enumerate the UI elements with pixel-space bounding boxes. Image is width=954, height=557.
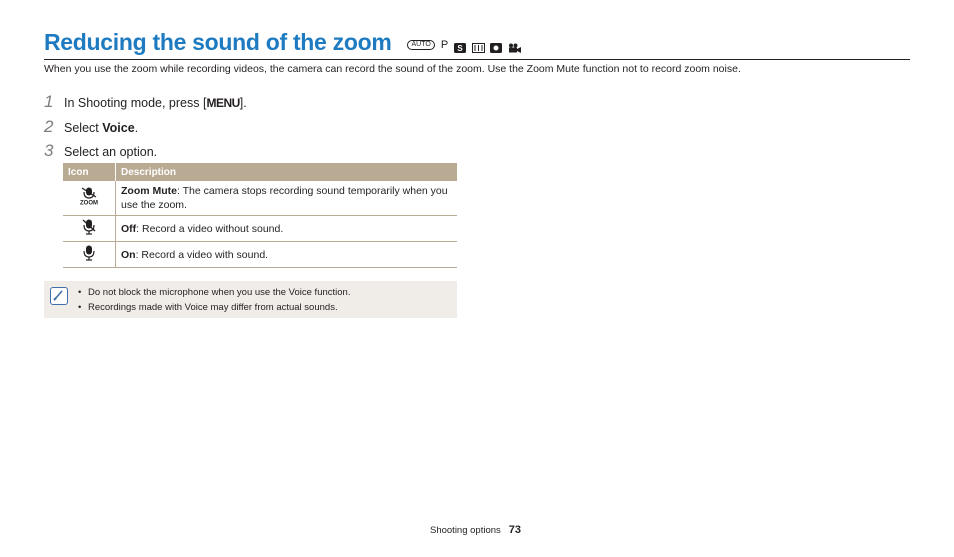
note-item: • Do not block the microphone when you use the Voice function. [88, 285, 350, 300]
table-header-description: Description [116, 163, 458, 181]
footer-section: Shooting options [430, 525, 501, 536]
table-row [63, 216, 457, 242]
table-header-row [63, 163, 457, 181]
p-mode-icon: P [440, 39, 449, 51]
voice-off-icon [82, 219, 96, 235]
icon-cell [63, 216, 116, 242]
auto-mode-icon: AUTO [407, 40, 434, 50]
step-2 [44, 117, 138, 137]
mode-icons [407, 39, 520, 51]
svg-text:ZOOM: ZOOM [80, 200, 98, 205]
icon-cell [63, 181, 116, 216]
step-text: Select an option. [64, 145, 158, 159]
options-table [63, 163, 457, 268]
page-footer [430, 524, 521, 536]
page-number: 73 [508, 524, 522, 536]
step-number: 2 [44, 117, 54, 136]
movie-mode-icon [508, 40, 520, 50]
page-title: Reducing the sound of the zoom [44, 29, 392, 55]
intro-text: When you use the zoom while recording videos, the camera can record the sound of the zoom. Use the Zoom Mute function not to record zoom noise. [44, 63, 741, 75]
table-row [63, 181, 457, 216]
table-header-icon: Icon [63, 163, 116, 181]
step-number: 3 [44, 141, 54, 160]
s-mode-icon [454, 40, 466, 53]
title-row [44, 28, 520, 56]
scene-mode-icon [490, 40, 502, 50]
note-item: • Recordings made with Voice may differ from actual sounds. [88, 300, 350, 315]
voice-on-icon [82, 245, 96, 261]
description-cell: Zoom Mute: The camera stops recording sound temporarily when you use the zoom. [116, 181, 458, 216]
step-1 [44, 92, 247, 112]
zoom-mute-icon [79, 187, 99, 205]
description-cell: Off: Record a video without sound. [116, 216, 458, 242]
step-number: 1 [44, 92, 54, 111]
svg-text:S: S [457, 44, 463, 53]
icon-cell [63, 242, 116, 268]
step-3 [44, 141, 157, 161]
step-text: In Shooting mode, press [MENU]. [64, 96, 247, 110]
note-box [44, 281, 457, 318]
menu-key-icon: MENU [206, 96, 240, 110]
step-text: Select Voice. [64, 121, 139, 135]
description-cell: On: Record a video with sound. [116, 242, 458, 268]
note-pencil-icon [50, 287, 68, 305]
title-divider [44, 59, 910, 60]
panorama-mode-icon [472, 40, 484, 50]
note-list [88, 285, 350, 315]
table-row [63, 242, 457, 268]
